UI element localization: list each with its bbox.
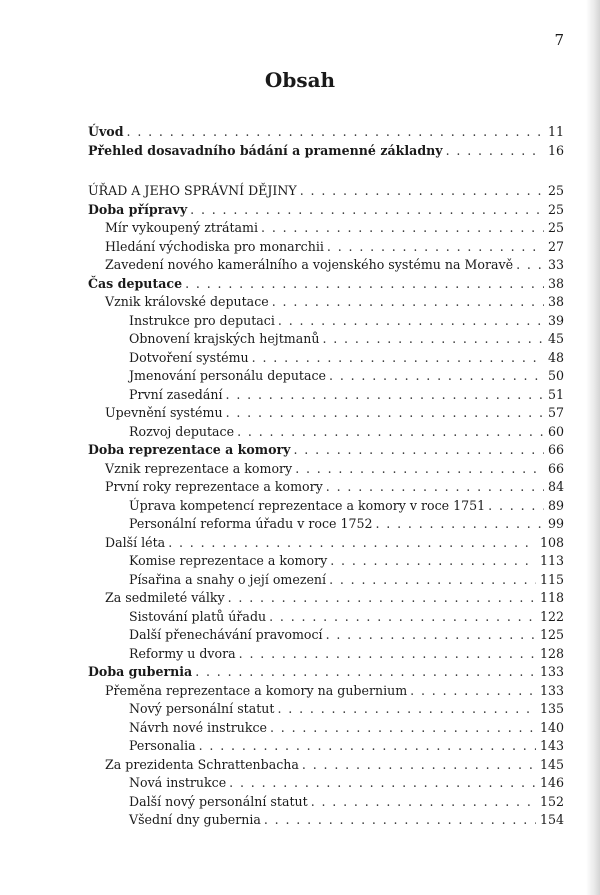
dot-leader: [272, 293, 544, 312]
toc-entry-page: 143: [539, 738, 564, 753]
dot-leader: [446, 142, 544, 161]
toc-entry-title: Dotvoření systému: [129, 349, 249, 365]
toc-entry[interactable]: [88, 645, 564, 664]
toc-entry[interactable]: [88, 330, 564, 349]
toc-entry-page: 48: [547, 349, 564, 365]
toc-entry-title: První roky reprezentace a komory: [105, 479, 323, 494]
toc-entry[interactable]: [88, 349, 564, 368]
dot-leader: [195, 663, 536, 682]
toc-entry[interactable]: [88, 182, 564, 201]
dot-leader: [488, 497, 544, 516]
toc-entry-page: 133: [539, 664, 564, 679]
toc-entry-page: 60: [547, 423, 564, 439]
toc-entry-title: Obnovení krajských hejtmanů: [129, 331, 320, 346]
toc-entry-title: Rozvoj deputace: [129, 423, 235, 439]
toc-entry[interactable]: [88, 441, 564, 460]
toc-entry[interactable]: [88, 275, 564, 294]
toc-entry[interactable]: [88, 515, 564, 534]
toc-entry[interactable]: [88, 386, 564, 405]
toc-entry[interactable]: [88, 811, 564, 830]
toc-entry-page: 118: [539, 590, 564, 605]
toc-entry-page: 51: [547, 386, 564, 402]
toc-entry[interactable]: [88, 404, 564, 423]
toc-entry-title: Nová instrukce: [129, 775, 227, 790]
toc-entry[interactable]: [88, 774, 564, 793]
toc-entry-title: ÚŘAD A JEHO SPRÁVNÍ DĚJINY: [88, 183, 297, 198]
dot-leader: [226, 386, 544, 405]
toc-entry-page: 38: [547, 294, 564, 309]
toc-entry-title: Nový personální statut: [129, 701, 275, 716]
toc-entry-page: 89: [547, 497, 564, 513]
toc-entry[interactable]: [88, 552, 564, 571]
toc-entry-page: 133: [539, 682, 564, 698]
toc-entry-page: 84: [547, 479, 564, 494]
toc-entry-title: Komise reprezentace a komory: [129, 553, 328, 568]
toc-entry[interactable]: [88, 700, 564, 719]
toc-entry-page: 25: [547, 183, 564, 198]
dot-leader: [228, 589, 536, 608]
page-title: Obsah: [264, 68, 336, 92]
toc-entry[interactable]: [88, 589, 564, 608]
dot-leader: [226, 404, 544, 423]
toc-entry-title: Vznik reprezentace a komory: [105, 460, 293, 476]
toc-entry[interactable]: [88, 534, 564, 553]
toc-entry-page: 152: [539, 793, 564, 809]
toc-entry-title: Doba reprezentace a komory: [88, 442, 291, 457]
toc-entry-page: 25: [547, 220, 564, 235]
toc-entry[interactable]: [88, 756, 564, 775]
toc-entry-title: Sistování platů úřadu: [129, 608, 267, 624]
page-gutter-shadow: [586, 0, 600, 895]
toc-entry-page: 39: [547, 312, 564, 328]
toc-entry[interactable]: [88, 256, 564, 275]
dot-leader: [516, 256, 544, 275]
toc-entry[interactable]: [88, 123, 564, 142]
toc-entry-page: 45: [547, 331, 564, 346]
dot-leader: [300, 182, 544, 201]
dot-leader: [327, 238, 544, 257]
toc-entry-title: Další léta: [105, 534, 166, 550]
toc-entry-page: 57: [547, 405, 564, 420]
dot-leader: [269, 608, 536, 627]
toc-entry-page: 108: [539, 534, 564, 550]
toc-entry[interactable]: [88, 478, 564, 497]
toc-entry-page: 16: [547, 142, 564, 158]
toc-entry-title: Jmenování personálu deputace: [129, 368, 327, 383]
toc-entry-title: Reformy u dvora: [129, 645, 236, 661]
toc-entry-title: Zavedení nového kamerálního a vojenského systému na Moravě: [105, 257, 514, 272]
toc-entry-page: 11: [547, 124, 564, 139]
toc-entry-title: Hledání východiska pro monarchii: [105, 238, 324, 254]
toc-entry-page: 154: [539, 812, 564, 827]
dot-leader: [410, 682, 536, 701]
toc-entry-title: Za sedmileté války: [105, 590, 225, 605]
toc-entry[interactable]: [88, 626, 564, 645]
toc-entry-page: 122: [539, 608, 564, 624]
toc-entry[interactable]: [88, 460, 564, 479]
toc-entry[interactable]: [88, 201, 564, 220]
dot-leader: [329, 571, 536, 590]
toc-entry[interactable]: [88, 608, 564, 627]
toc-entry[interactable]: [88, 423, 564, 442]
page-number: 7: [554, 31, 564, 49]
dot-leader: [270, 719, 536, 738]
dot-leader: [237, 423, 544, 442]
toc-spacer: [88, 160, 564, 182]
toc-entry[interactable]: [88, 367, 564, 386]
toc-entry-title: Všední dny gubernia: [129, 812, 261, 827]
toc-entry-title: Přeměna reprezentace a komory na gubernium: [105, 682, 408, 698]
dot-leader: [311, 793, 536, 812]
toc-entry-title: Doba gubernia: [88, 664, 193, 679]
toc-entry-title: Další nový personální statut: [129, 793, 308, 809]
dot-leader: [168, 534, 536, 553]
toc-entry-page: 115: [539, 571, 564, 587]
toc-entry-page: 50: [547, 368, 564, 383]
toc-entry-title: Vznik královské deputace: [105, 294, 269, 309]
dot-leader: [278, 312, 544, 331]
toc-entry-title: Personalia: [129, 738, 196, 753]
toc-entry-page: 113: [539, 553, 564, 568]
dot-leader: [127, 123, 544, 142]
dot-leader: [322, 330, 544, 349]
toc-entry[interactable]: [88, 737, 564, 756]
toc-entry[interactable]: [88, 219, 564, 238]
toc-entry-page: 66: [547, 442, 564, 457]
toc-entry-title: Upevnění systému: [105, 405, 223, 420]
toc-entry[interactable]: [88, 142, 564, 161]
toc-entry-page: 33: [547, 257, 564, 272]
toc-entry-title: Přehled dosavadního bádání a pramenné základny: [88, 142, 443, 158]
toc-entry-page: 38: [547, 275, 564, 291]
toc-entry-page: 145: [539, 756, 564, 772]
dot-leader: [239, 645, 536, 664]
dot-leader: [252, 349, 544, 368]
dot-leader: [330, 552, 536, 571]
dot-leader: [326, 626, 536, 645]
toc-entry-page: 128: [539, 645, 564, 661]
toc-entry[interactable]: [88, 682, 564, 701]
table-of-contents: [88, 123, 564, 830]
toc-entry[interactable]: [88, 312, 564, 331]
toc-entry-page: 140: [539, 719, 564, 735]
toc-entry[interactable]: [88, 719, 564, 738]
toc-entry[interactable]: [88, 663, 564, 682]
toc-entry-title: Instrukce pro deputaci: [129, 312, 275, 328]
toc-entry-page: 125: [539, 627, 564, 642]
toc-entry-title: Čas deputace: [88, 275, 183, 291]
dot-leader: [295, 460, 544, 479]
toc-entry-page: 25: [547, 201, 564, 217]
dot-leader: [293, 441, 543, 460]
toc-entry-title: Úvod: [88, 124, 124, 139]
toc-entry-title: První zasedání: [129, 386, 223, 402]
dot-leader: [277, 700, 535, 719]
toc-entry-page: 146: [539, 775, 564, 790]
toc-entry-page: 99: [547, 516, 564, 531]
toc-entry-title: Za prezidenta Schrattenbacha: [105, 756, 299, 772]
toc-entry-page: 135: [539, 701, 564, 716]
toc-entry-title: Mír vykoupený ztrátami: [105, 220, 259, 235]
toc-entry[interactable]: [88, 793, 564, 812]
dot-leader: [302, 756, 536, 775]
dot-leader: [199, 737, 536, 756]
toc-entry-title: Písařina a snahy o její omezení: [129, 571, 327, 587]
dot-leader: [376, 515, 544, 534]
toc-entry-title: Návrh nové instrukce: [129, 719, 267, 735]
toc-entry[interactable]: [88, 238, 564, 257]
toc-entry-title: Další přenechávání pravomocí: [129, 627, 323, 642]
toc-entry-page: 27: [547, 238, 564, 254]
dot-leader: [264, 811, 536, 830]
toc-entry[interactable]: [88, 293, 564, 312]
toc-entry-title: Doba přípravy: [88, 201, 188, 217]
toc-entry[interactable]: [88, 497, 564, 516]
dot-leader: [229, 774, 536, 793]
dot-leader: [329, 367, 544, 386]
dot-leader: [261, 219, 544, 238]
toc-entry[interactable]: [88, 571, 564, 590]
dot-leader: [185, 275, 544, 294]
toc-entry-page: 66: [547, 460, 564, 476]
dot-leader: [326, 478, 544, 497]
toc-entry-title: Personální reforma úřadu v roce 1752: [129, 516, 373, 531]
toc-entry-title: Úprava kompetencí reprezentace a komory v roce 1751: [129, 497, 486, 513]
dot-leader: [190, 201, 544, 220]
